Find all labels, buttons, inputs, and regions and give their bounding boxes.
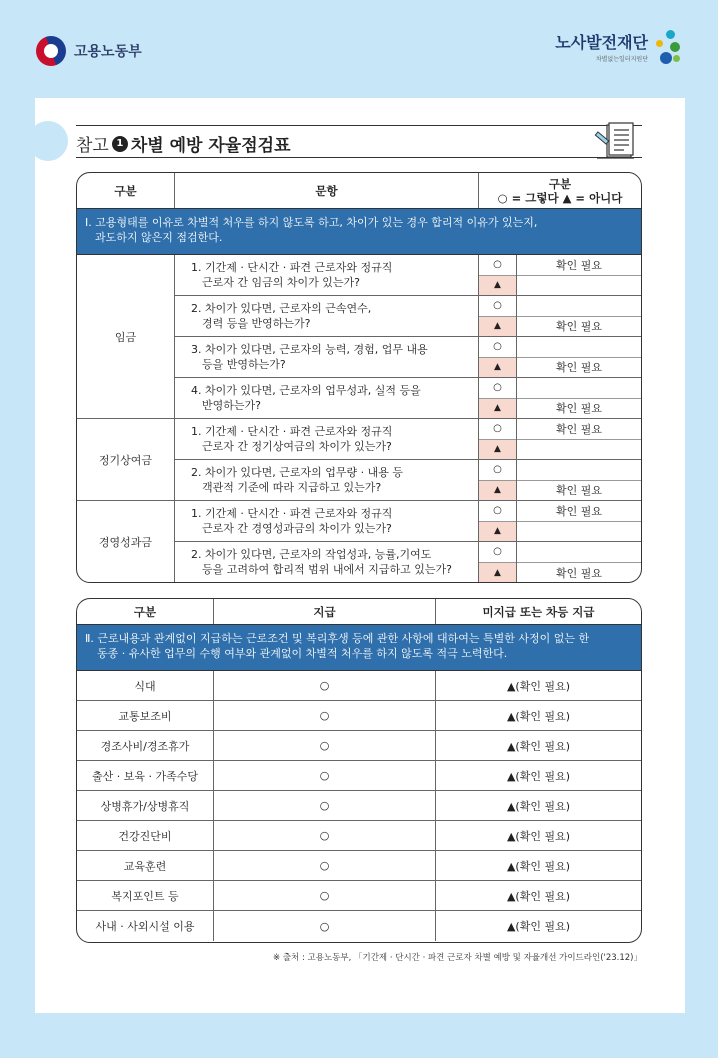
no-result — [517, 440, 641, 461]
no-mark: ▲ — [479, 276, 516, 297]
table2-header — [77, 599, 641, 625]
yes-mark: ○ — [479, 255, 516, 276]
question-line: 근로자 간 정기상여금의 차이가 있는가? — [202, 440, 392, 453]
table-row — [77, 671, 641, 701]
benefit-paid: ○ — [214, 851, 436, 880]
benefit-category: 복지포인트 등 — [77, 881, 214, 910]
yes-mark: ○ — [479, 460, 516, 481]
question-line: 2. 차이가 있다면, 근로자의 업무량 · 내용 등 — [191, 466, 403, 479]
checklist-document-icon — [594, 122, 638, 160]
ministry-logo — [36, 36, 142, 66]
yes-mark: ○ — [479, 378, 516, 399]
section-tab-marker — [28, 121, 68, 161]
benefit-paid: ○ — [214, 881, 436, 910]
table1-result-column — [517, 255, 641, 583]
section-number-badge: 1 — [112, 136, 128, 152]
benefit-category: 식대 — [77, 671, 214, 700]
benefit-category: 건강진단비 — [77, 821, 214, 850]
question-line: 4. 차이가 있다면, 근로자의 업무성과, 실적 등을 — [191, 384, 421, 397]
yes-result: 확인 필요 — [517, 501, 641, 522]
question-line: 1. 기간제 · 단시간 · 파견 근로자와 정규직 — [191, 261, 393, 274]
yes-mark: ○ — [479, 501, 516, 522]
table-row — [77, 881, 641, 911]
question-cell — [175, 501, 478, 542]
taeguk-emblem-icon — [36, 36, 66, 66]
question-line: 반영하는가? — [202, 399, 261, 412]
question-line: 1. 기간제 · 단시간 · 파견 근로자와 정규직 — [191, 425, 393, 438]
question-line: 등을 반영하는가? — [202, 358, 286, 371]
table2-intro-line: Ⅱ. 근로내용과 관계없이 지급하는 근로조건 및 복리후생 등에 관한 사항에 대하여는 특별한 사정이 없는 한 — [85, 632, 590, 645]
question-cell — [175, 460, 478, 501]
no-result — [517, 276, 641, 297]
table1-question-column — [175, 255, 479, 583]
foundation-mark-icon — [652, 28, 682, 68]
table-row — [77, 821, 641, 851]
table1-mark-column — [479, 255, 517, 583]
table-row — [77, 911, 641, 941]
benefit-unpaid: ▲(확인 필요) — [506, 709, 571, 723]
yes-mark: ○ — [479, 337, 516, 358]
question-cell — [175, 337, 478, 378]
yes-result: 확인 필요 — [517, 255, 641, 276]
benefit-unpaid: ▲(확인 필요) — [506, 679, 571, 693]
table-row — [77, 761, 641, 791]
yes-result — [517, 296, 641, 317]
benefit-category: 교육훈련 — [77, 851, 214, 880]
benefit-paid: ○ — [214, 821, 436, 850]
benefit-unpaid: ▲(확인 필요) — [506, 739, 571, 753]
table1-header — [77, 173, 641, 209]
benefit-paid: ○ — [214, 791, 436, 820]
table-row — [77, 701, 641, 731]
table2-intro — [77, 625, 641, 671]
benefit-category: 사내 · 사외시설 이용 — [77, 911, 214, 941]
no-mark: ▲ — [479, 563, 516, 584]
yes-result: 확인 필요 — [517, 419, 641, 440]
table1-intro-line: Ⅰ. 고용형태를 이유로 차별적 처우를 하지 않도록 하고, 차이가 있는 경우 합리적 이유가 있는지, — [85, 216, 538, 229]
no-mark: ▲ — [479, 481, 516, 502]
question-line: 1. 기간제 · 단시간 · 파견 근로자와 정규직 — [191, 507, 393, 520]
question-line: 등을 고려하여 합리적 범위 내에서 지급하고 있는가? — [202, 563, 452, 576]
question-line: 객관적 기준에 따라 지급하고 있는가? — [202, 481, 382, 494]
benefit-unpaid: ▲(확인 필요) — [506, 889, 571, 903]
source-note: ※ 출처 : 고용노동부, 「기간제 · 단시간 · 파견 근로자 차별 예방 및 자율개선 가이드라인('23.12)」 — [273, 953, 642, 963]
question-line: 경력 등을 반영하는가? — [202, 317, 311, 330]
question-line: 2. 차이가 있다면, 근로자의 작업성과, 능률,기여도 — [191, 548, 432, 561]
question-cell — [175, 378, 478, 419]
table1-body — [77, 255, 641, 583]
benefit-paid: ○ — [214, 671, 436, 700]
title-rule — [76, 157, 642, 158]
benefit-unpaid: ▲(확인 필요) — [506, 859, 571, 873]
checklist-table-1 — [76, 172, 642, 583]
question-cell — [175, 255, 478, 296]
no-result: 확인 필요 — [517, 358, 641, 379]
no-result — [517, 522, 641, 543]
section-title — [76, 131, 291, 156]
table1-header-question: 문항 — [175, 173, 479, 208]
question-line: 3. 차이가 있다면, 근로자의 능력, 경험, 업무 내용 — [191, 343, 428, 356]
question-cell — [175, 296, 478, 337]
no-result: 확인 필요 — [555, 566, 602, 580]
foundation-tagline: 차별없는일터지원단 — [595, 55, 648, 63]
question-line: 근로자 간 임금의 차이가 있는가? — [202, 276, 360, 289]
title-rule — [76, 125, 642, 126]
benefit-unpaid: ▲(확인 필요) — [506, 829, 571, 843]
no-result: 확인 필요 — [517, 481, 641, 502]
table-row — [77, 851, 641, 881]
question-line: 2. 차이가 있다면, 근로자의 근속연수, — [191, 302, 372, 315]
table1-header-mark-legend: ○ = 그렇다 ▲ = 아니다 — [497, 190, 623, 205]
no-result: 확인 필요 — [517, 399, 641, 420]
table-row — [77, 791, 641, 821]
category-cell: 경영성과금 — [98, 535, 153, 549]
ministry-name: 고용노동부 — [74, 44, 142, 60]
benefit-category: 교통보조비 — [77, 701, 214, 730]
benefit-paid: ○ — [214, 761, 436, 790]
no-mark: ▲ — [479, 522, 516, 543]
benefit-paid: ○ — [214, 911, 436, 941]
category-cell: 정기상여금 — [77, 419, 174, 501]
no-mark: ▲ — [479, 358, 516, 379]
no-mark: ▲ — [479, 399, 516, 420]
yes-mark: ○ — [479, 542, 516, 563]
yes-result — [517, 337, 641, 358]
no-mark: ▲ — [479, 440, 516, 461]
table1-category-column — [77, 255, 175, 583]
benefit-paid: ○ — [214, 701, 436, 730]
yes-mark: ○ — [479, 296, 516, 317]
foundation-name: 노사발전재단 — [555, 32, 648, 52]
question-cell — [175, 419, 478, 460]
no-result: 확인 필요 — [517, 317, 641, 338]
question-line: 근로자 간 경영성과금의 차이가 있는가? — [202, 522, 392, 535]
table1-header-mark — [479, 173, 641, 208]
question-cell — [175, 542, 478, 583]
benefit-unpaid: ▲(확인 필요) — [506, 920, 571, 933]
section-title-main: 차별 예방 자율점검표 — [130, 136, 291, 156]
benefit-category: 출산 · 보육 · 가족수당 — [77, 761, 214, 790]
table1-header-mark-title: 구분 — [548, 176, 572, 191]
yes-result — [517, 378, 641, 399]
table1-header-category: 구분 — [77, 173, 175, 208]
table2-header-paid: 지급 — [214, 599, 436, 624]
benefit-category: 경조사비/경조휴가 — [77, 731, 214, 760]
yes-result — [517, 542, 641, 563]
table-row — [77, 731, 641, 761]
table1-intro — [77, 209, 641, 255]
table2-header-category: 구분 — [77, 599, 214, 624]
benefit-unpaid: ▲(확인 필요) — [506, 799, 571, 813]
checklist-table-2 — [76, 598, 642, 943]
benefit-unpaid: ▲(확인 필요) — [506, 769, 571, 783]
section-title-prefix: 참고 — [76, 136, 109, 156]
yes-result — [517, 460, 641, 481]
table2-intro-line: 동종 · 유사한 업무의 수행 여부와 관계없이 차별적 처우를 하지 않도록 적극 노력한다. — [97, 647, 508, 660]
category-cell: 임금 — [77, 255, 174, 419]
table2-header-unpaid: 미지급 또는 차등 지급 — [482, 604, 595, 619]
no-mark: ▲ — [479, 317, 516, 338]
yes-mark: ○ — [479, 419, 516, 440]
table1-intro-line: 과도하지 않은지 점검한다. — [95, 231, 223, 244]
foundation-logo — [555, 28, 682, 68]
benefit-paid: ○ — [214, 731, 436, 760]
benefit-category: 상병휴가/상병휴직 — [77, 791, 214, 820]
